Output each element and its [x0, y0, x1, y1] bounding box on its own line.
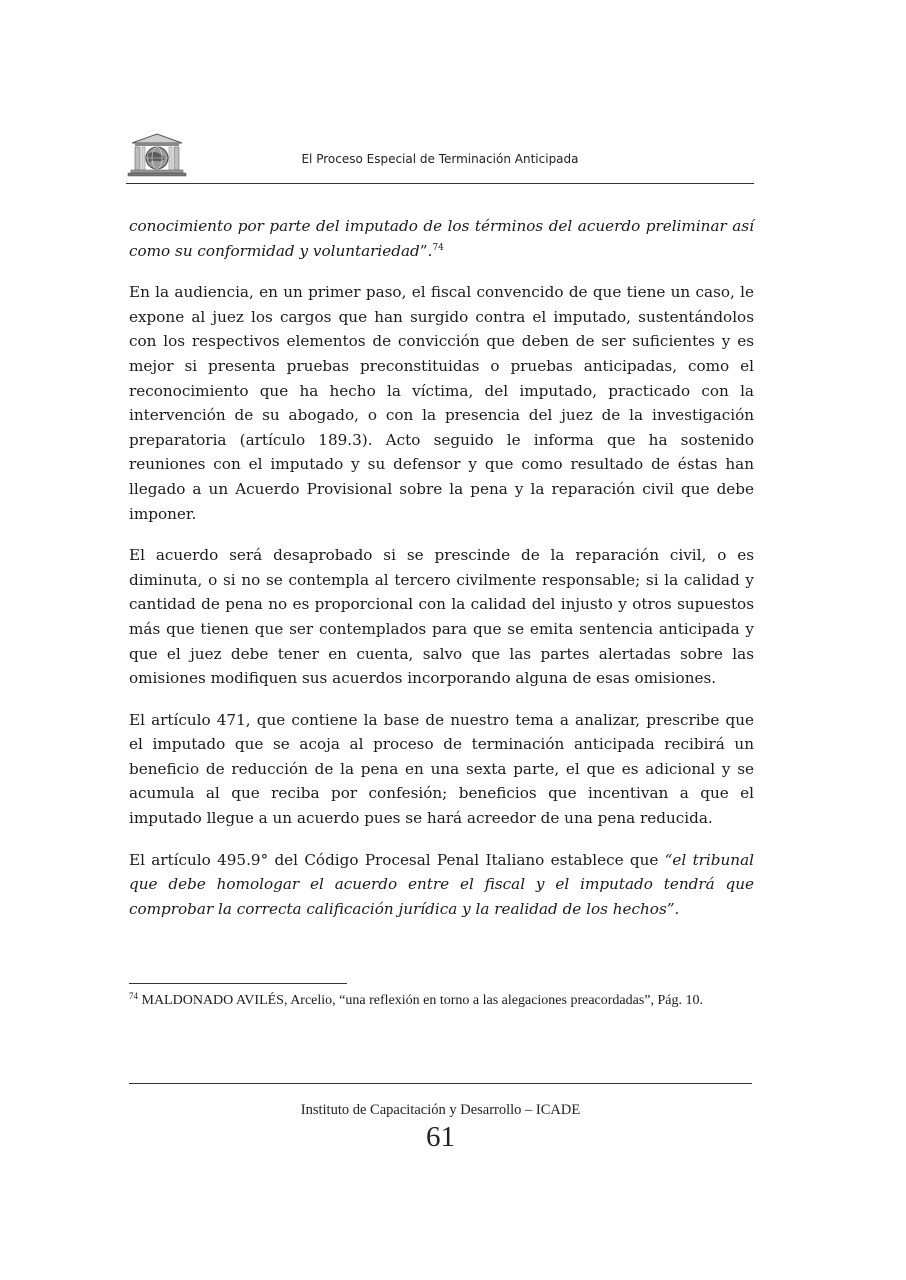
quoted-text: conocimiento por parte del imputado de los términos del acuerdo preliminar así como su conformidad y voluntariedad — [129, 217, 754, 260]
footnote-reference[interactable]: 74 — [432, 242, 444, 253]
footnote-text: MALDONADO AVILÉS, Arcelio, “una reflexión en torno a las alegaciones preacordadas”, Pág. 10. — [138, 993, 704, 1008]
paragraph-articulo-471: El artículo 471, que contiene la base de nuestro tema a analizar, prescribe que el imputado que se acoja al proceso de terminación anticipada recibirá un beneficio de reducción de la pena en una sexta parte, el que es adicional y se acumula al que reciba por confesión; beneficios que incentivan a que el imputado llegue a un acuerdo pues se hará acreedor de una pena reducida. — [129, 710, 754, 828]
paragraph-quote-continuation — [129, 214, 754, 263]
footnote — [129, 990, 754, 1011]
quote-close: ”. — [419, 241, 433, 260]
paragraph-articulo-495 — [129, 848, 754, 922]
footer-divider — [129, 1083, 752, 1084]
footnote-number: 74 — [129, 991, 138, 1001]
footer-institution: Instituto de Capacitación y Desarrollo – ICADE — [300, 1102, 581, 1118]
running-header-title: El Proceso Especial de Terminación Anticipada — [301, 152, 579, 166]
page-header — [126, 132, 754, 186]
page-body — [129, 214, 754, 938]
page-number: 61 — [426, 1121, 455, 1153]
paragraph-lead: El artículo 495.9° del Código Procesal Penal Italiano establece que — [129, 850, 665, 869]
paragraph-audiencia: En la audiencia, en un primer paso, el fiscal convencido de que tiene un caso, le expone al juez los cargos que han surgido contra el imputado, sustentándolos con los respectivos elementos de convicción que deben de ser suficientes y es mejor si presenta pruebas preconstituidas o pruebas anticipadas, como el reconocimiento que ha hecho la víctima, del imputado, practicado con la intervención de su abogado, o con la presencia del juez de la investigación preparatoria (artículo 189.3). Acto seguido le informa que ha sostenido reuniones con el imputado y su defensor y que como resultado de éstas han llegado a un Acuerdo Provisional sobre la pena y la reparación civil que debe imponer. — [129, 283, 754, 523]
quoted-text: “el tribunal que debe homologar el acuerdo entre el fiscal y el imputado tendrá que comprobar la correcta calificación jurídica y la realidad de los hechos”. — [129, 850, 754, 918]
header-divider — [126, 183, 754, 184]
footnote-divider — [129, 983, 347, 984]
paragraph-acuerdo: El acuerdo será desaprobado si se prescinde de la reparación civil, o es diminuta, o si no se contempla al tercero civilmente responsable; si la calidad y cantidad de pena no es proporcional con la calidad del injusto y otros supuestos más que tienen que ser contemplados para que se emita sentencia anticipada y que el juez debe tener en cuenta, salvo que las partes alertadas sobre las omisiones modifiquen sus acuerdos incorporando alguna de esas omisiones. — [129, 546, 754, 688]
